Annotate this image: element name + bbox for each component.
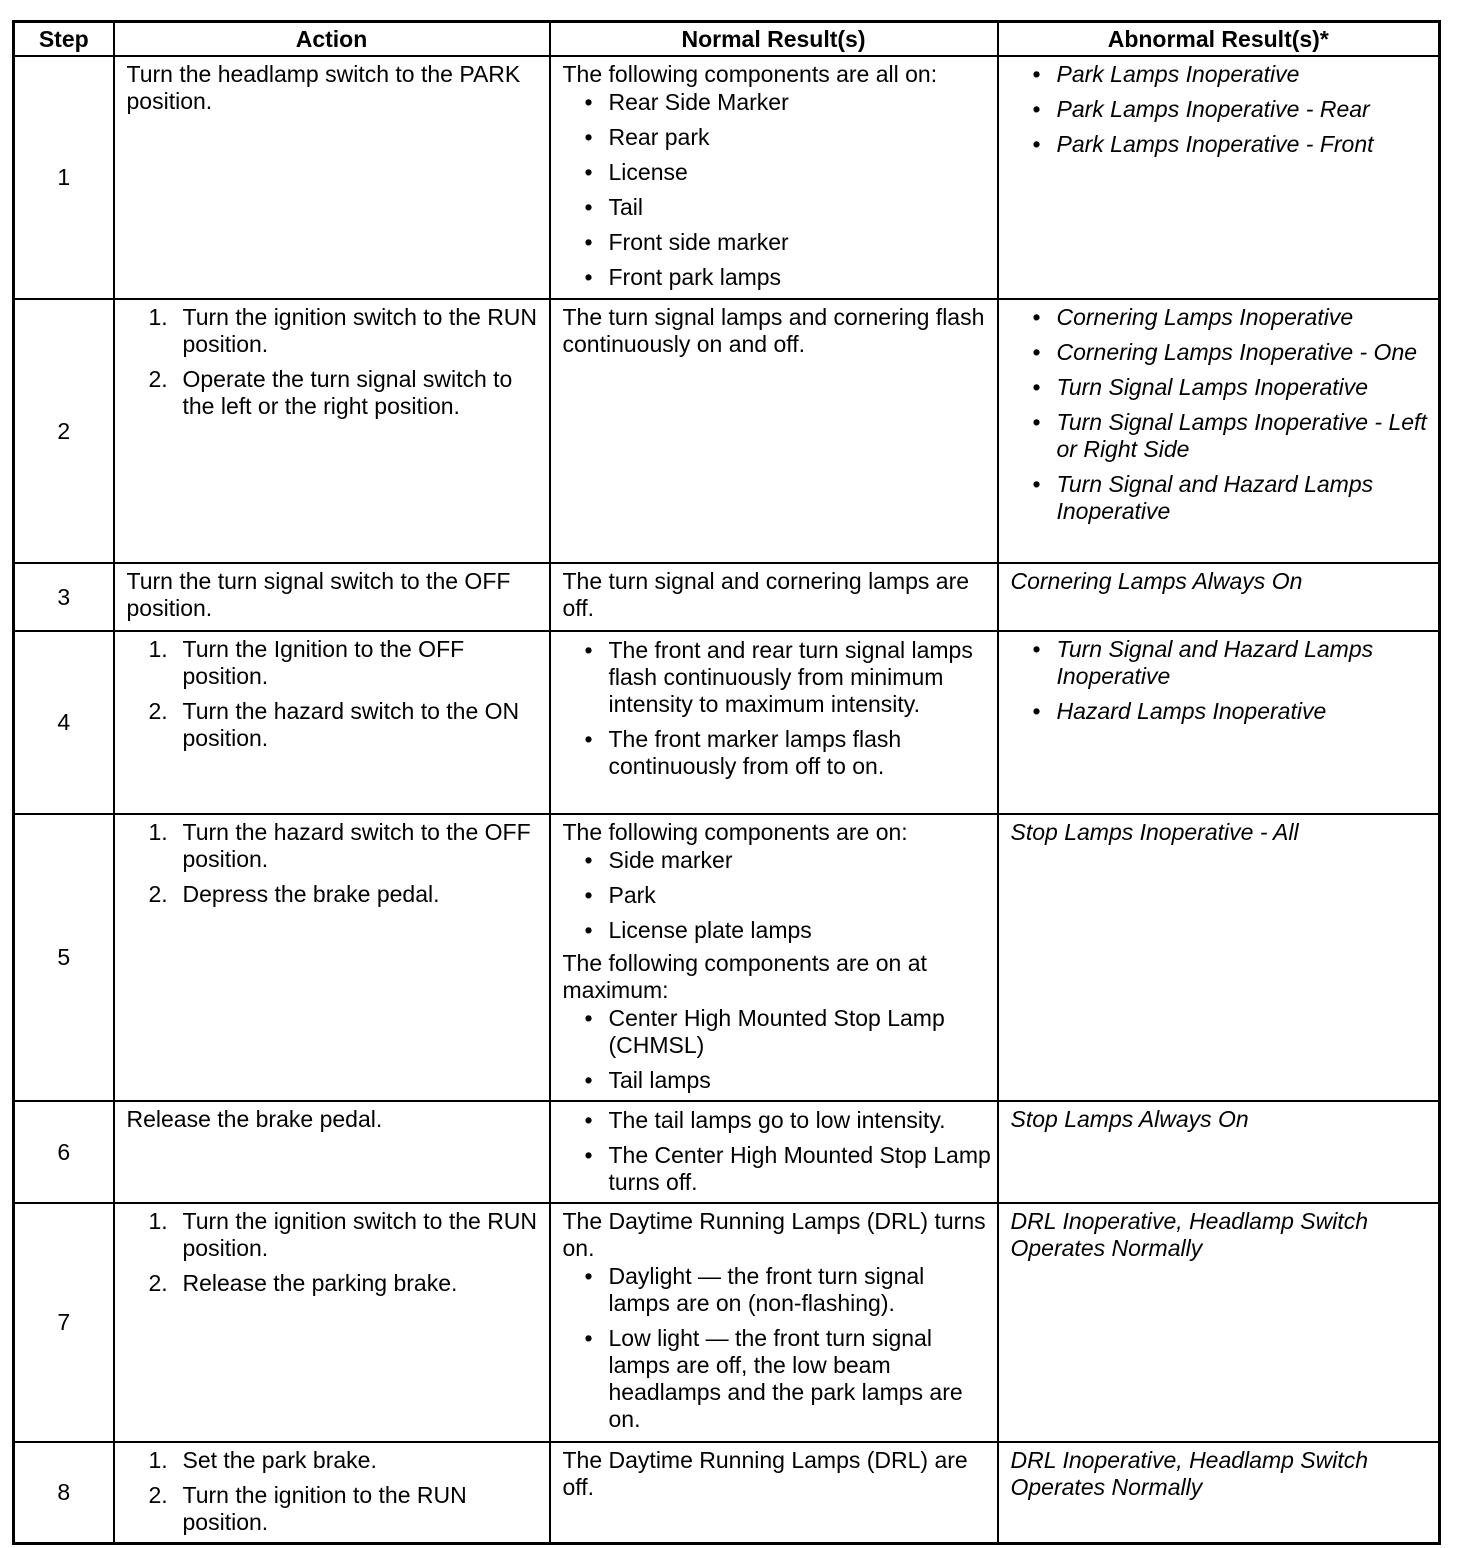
step-text: Turn the ignition to the RUN position. — [182, 1482, 467, 1535]
list-item: • Tail — [563, 194, 987, 221]
normal-result-cell — [550, 563, 998, 631]
action-step — [127, 366, 539, 420]
step-index: 1. — [148, 304, 168, 330]
normal-intro: The following components are on at maximum: — [562, 950, 927, 1003]
abnormal-item: • Park Lamps Inoperative - Rear — [1011, 96, 1429, 123]
step-text: Depress the brake pedal. — [182, 881, 440, 907]
abnormal-result-cell — [998, 563, 1440, 631]
action-text: Turn the headlamp switch to the PARK position. — [126, 61, 521, 114]
list-item: • The front and rear turn signal lamps flash continuously from minimum intensity to maximum intensity. — [563, 637, 987, 718]
step-number: 4 — [14, 631, 114, 814]
action-step — [127, 304, 539, 358]
list-item: • Center High Mounted Stop Lamp (CHMSL) — [563, 1005, 987, 1059]
abnormal-text: DRL Inoperative, Headlamp Switch Operates Normally — [1010, 1447, 1369, 1500]
step-text: Turn the hazard switch to the ON position. — [182, 698, 520, 751]
abnormal-item: • Turn Signal and Hazard Lamps Inoperative — [1011, 636, 1429, 690]
action-cell — [114, 814, 550, 1101]
abnormal-item: • Park Lamps Inoperative - Front — [1011, 131, 1429, 158]
step-number: 1 — [14, 56, 114, 299]
abnormal-item: • Park Lamps Inoperative — [1011, 61, 1429, 88]
abnormal-text: DRL Inoperative, Headlamp Switch Operates Normally — [1010, 1208, 1369, 1261]
table-row — [14, 563, 1440, 631]
step-index: 2. — [148, 698, 168, 724]
step-text: Operate the turn signal switch to the left or the right position. — [182, 366, 513, 419]
header-row — [14, 22, 1440, 57]
table-row — [14, 1203, 1440, 1442]
action-step — [127, 819, 539, 873]
abnormal-text: Stop Lamps Inoperative - All — [1010, 819, 1299, 845]
action-step — [127, 1447, 539, 1474]
abnormal-item: • Turn Signal and Hazard Lamps Inoperative — [1011, 471, 1429, 525]
step-text: Set the park brake. — [182, 1447, 377, 1473]
step-index: 1. — [148, 1208, 168, 1234]
action-cell — [114, 299, 550, 563]
step-number: 5 — [14, 814, 114, 1101]
abnormal-result-cell — [998, 631, 1440, 814]
abnormal-item: • Cornering Lamps Inoperative - One — [1011, 339, 1429, 366]
list-item: • License plate lamps — [563, 917, 987, 944]
abnormal-result-cell — [998, 1203, 1440, 1442]
list-item: • The Center High Mounted Stop Lamp turns off. — [563, 1142, 993, 1196]
header-step: Step — [14, 22, 114, 57]
step-text: Turn the hazard switch to the OFF position. — [182, 819, 531, 872]
normal-intro: The following components are on: — [562, 819, 908, 845]
list-item: • Tail lamps — [563, 1067, 987, 1094]
step-index: 2. — [148, 1482, 168, 1508]
abnormal-result-cell — [998, 1442, 1440, 1544]
action-step — [127, 881, 539, 908]
list-item: • License — [563, 159, 987, 186]
abnormal-item: • Hazard Lamps Inoperative — [1011, 698, 1429, 725]
step-text: Turn the Ignition to the OFF position. — [182, 636, 465, 689]
step-text: Release the parking brake. — [182, 1270, 458, 1296]
table-row — [14, 299, 1440, 563]
list-item: • Rear Side Marker — [563, 89, 987, 116]
action-cell — [114, 563, 550, 631]
abnormal-text: Cornering Lamps Always On — [1010, 568, 1303, 594]
action-text: Turn the turn signal switch to the OFF position. — [126, 568, 511, 621]
normal-result-cell — [550, 1203, 998, 1442]
header-normal-results: Normal Result(s) — [550, 22, 998, 57]
abnormal-item: • Cornering Lamps Inoperative — [1011, 304, 1429, 331]
normal-result-cell — [550, 1442, 998, 1544]
table-row — [14, 631, 1440, 814]
step-index: 1. — [148, 1447, 168, 1473]
abnormal-item: • Turn Signal Lamps Inoperative - Left or Right Side — [1011, 409, 1429, 463]
action-step — [127, 1482, 539, 1536]
step-number: 6 — [14, 1101, 114, 1203]
normal-text: The turn signal and cornering lamps are off. — [562, 568, 970, 621]
normal-text: The Daytime Running Lamps (DRL) are off. — [562, 1447, 968, 1500]
list-item: • Daylight — the front turn signal lamps are on (non-flashing). — [563, 1263, 987, 1317]
abnormal-result-cell — [998, 1101, 1440, 1203]
step-number: 7 — [14, 1203, 114, 1442]
step-index: 1. — [148, 819, 168, 845]
abnormal-result-cell — [998, 299, 1440, 563]
list-item: • Rear park — [563, 124, 987, 151]
list-item: • Front park lamps — [563, 264, 987, 291]
step-index: 1. — [148, 636, 168, 662]
list-item: • The front marker lamps flash continuously from off to on. — [563, 726, 987, 780]
action-cell — [114, 631, 550, 814]
action-text: Release the brake pedal. — [126, 1106, 383, 1132]
action-step — [127, 698, 539, 752]
step-index: 2. — [148, 366, 168, 392]
step-index: 2. — [148, 1270, 168, 1296]
abnormal-text: Stop Lamps Always On — [1010, 1106, 1249, 1132]
step-text: Turn the ignition switch to the RUN position. — [182, 1208, 538, 1261]
table-row — [14, 814, 1440, 1101]
action-cell — [114, 1203, 550, 1442]
normal-result-cell — [550, 814, 998, 1101]
step-number: 8 — [14, 1442, 114, 1544]
list-item: • Park — [563, 882, 987, 909]
abnormal-result-cell — [998, 814, 1440, 1101]
list-item: • Side marker — [563, 847, 987, 874]
normal-result-cell — [550, 631, 998, 814]
action-step — [127, 636, 539, 690]
list-item: • Low light — the front turn signal lamps are off, the low beam headlamps and the park lamps are on. — [563, 1325, 987, 1433]
step-number: 2 — [14, 299, 114, 563]
step-number: 3 — [14, 563, 114, 631]
header-abnormal-results: Abnormal Result(s)* — [998, 22, 1440, 57]
normal-intro: The following components are all on: — [562, 61, 938, 87]
diagnostic-table — [12, 20, 1441, 1545]
normal-result-cell — [550, 56, 998, 299]
header-action: Action — [114, 22, 550, 57]
list-item: • The tail lamps go to low intensity. — [563, 1107, 993, 1134]
action-cell — [114, 1442, 550, 1544]
normal-text: The turn signal lamps and cornering flash continuously on and off. — [562, 304, 985, 357]
table-row — [14, 56, 1440, 299]
step-index: 2. — [148, 881, 168, 907]
action-step — [127, 1270, 539, 1297]
normal-result-cell — [550, 299, 998, 563]
abnormal-result-cell — [998, 56, 1440, 299]
list-item: • Front side marker — [563, 229, 987, 256]
action-cell — [114, 56, 550, 299]
table-row — [14, 1101, 1440, 1203]
action-cell — [114, 1101, 550, 1203]
abnormal-item: • Turn Signal Lamps Inoperative — [1011, 374, 1429, 401]
action-step — [127, 1208, 539, 1262]
table-row — [14, 1442, 1440, 1544]
step-text: Turn the ignition switch to the RUN position. — [182, 304, 538, 357]
normal-result-cell — [550, 1101, 998, 1203]
normal-intro: The Daytime Running Lamps (DRL) turns on. — [562, 1208, 986, 1261]
